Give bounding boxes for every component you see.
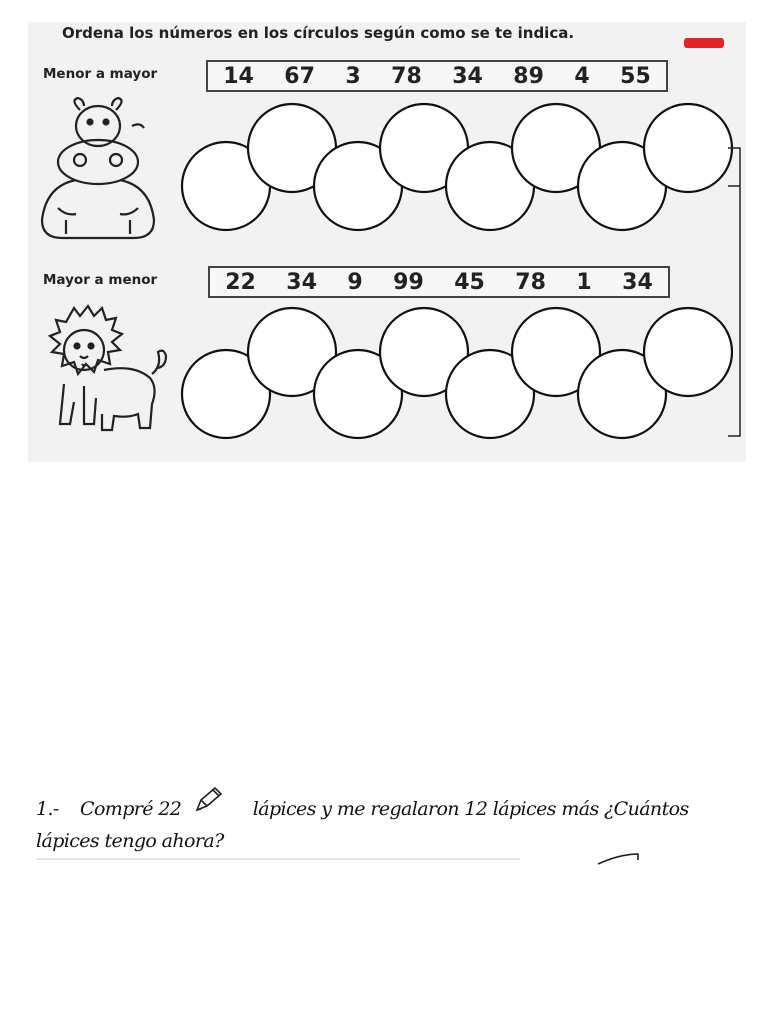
answer-circle[interactable] bbox=[644, 308, 732, 396]
number-item: 78 bbox=[391, 63, 422, 89]
number-item: 14 bbox=[223, 63, 254, 89]
problem-text-a: Compré 22 bbox=[80, 798, 182, 820]
number-item: 34 bbox=[286, 269, 317, 295]
faint-divider bbox=[36, 858, 520, 860]
problem-text-b: lápices y me regalaron 12 lápices más ¿Cuántos bbox=[252, 798, 689, 820]
worksheet-image bbox=[28, 22, 746, 462]
problem-line-1 bbox=[36, 798, 689, 820]
pencil-icon bbox=[187, 800, 253, 820]
number-item: 3 bbox=[345, 63, 361, 89]
answer-circles bbox=[28, 22, 746, 462]
corner-stroke-mark bbox=[596, 846, 648, 866]
number-item: 67 bbox=[284, 63, 315, 89]
number-item: 1 bbox=[576, 269, 592, 295]
number-item: 89 bbox=[513, 63, 544, 89]
number-item: 22 bbox=[225, 269, 256, 295]
problem-number: 1.- bbox=[36, 798, 59, 820]
number-item: 99 bbox=[393, 269, 424, 295]
answer-circle[interactable] bbox=[644, 104, 732, 192]
number-item: 78 bbox=[515, 269, 546, 295]
row-label-descending: Mayor a menor bbox=[43, 272, 158, 288]
number-item: 34 bbox=[452, 63, 483, 89]
number-item: 4 bbox=[574, 63, 590, 89]
side-bracket-line bbox=[728, 140, 746, 440]
number-item: 34 bbox=[622, 269, 653, 295]
number-item: 45 bbox=[454, 269, 485, 295]
number-item: 55 bbox=[620, 63, 651, 89]
row-label-ascending: Menor a mayor bbox=[43, 66, 158, 82]
number-item: 9 bbox=[347, 269, 363, 295]
problem-line-2: lápices tengo ahora? bbox=[36, 830, 224, 852]
worksheet-instruction: Ordena los números en los círculos según como se te indica. bbox=[62, 24, 575, 42]
